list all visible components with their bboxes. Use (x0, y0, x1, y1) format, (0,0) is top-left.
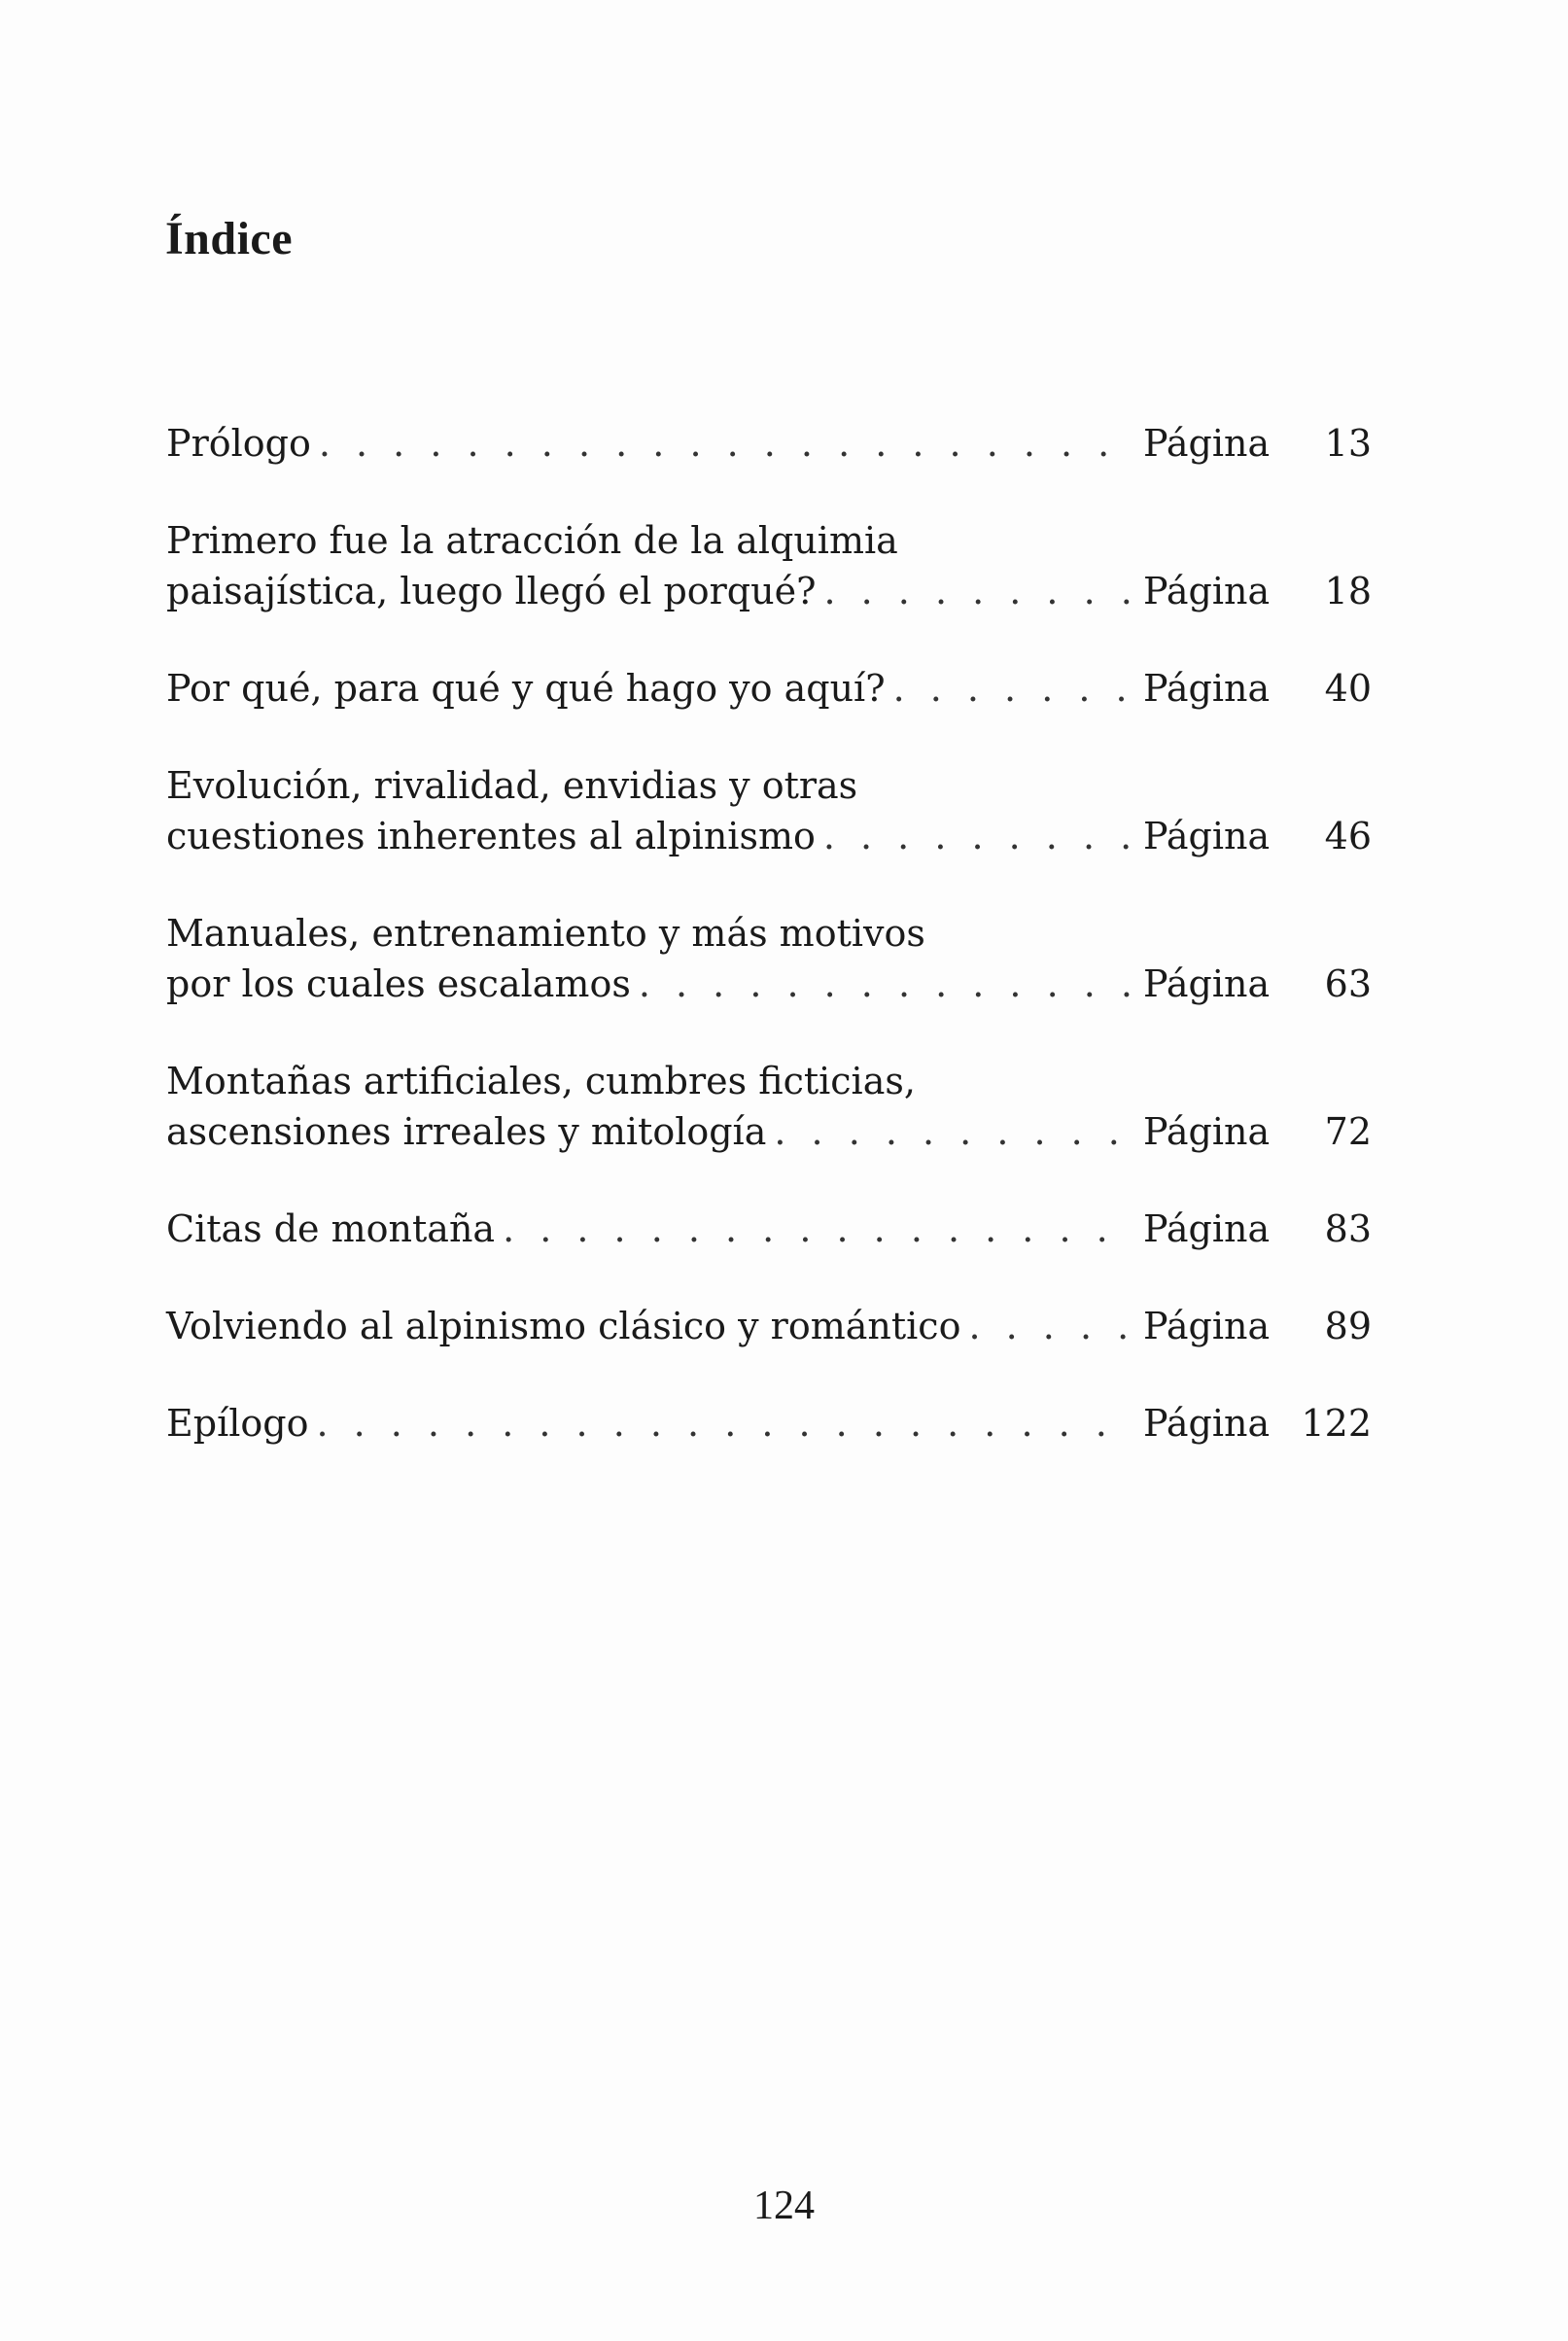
page-label: Página (1143, 1402, 1271, 1445)
toc-entry-manuales (166, 908, 1372, 1009)
dot-leader (968, 1301, 1133, 1351)
page-label: Página (1143, 570, 1271, 612)
toc-entry-page: 89 (1324, 1305, 1372, 1347)
toc-entry-title: Montañas artificiales, cumbres ficticias, (166, 1060, 916, 1102)
page-label: Página (1143, 962, 1271, 1005)
toc-entry-title: por los cuales escalamos (166, 962, 631, 1005)
toc-entry-title: paisajística, luego llegó el porqué? (166, 570, 817, 612)
dot-leader (823, 811, 1133, 861)
page-title: Índice (165, 213, 294, 264)
page-label: Página (1143, 667, 1271, 710)
dot-leader (319, 418, 1133, 469)
toc-entry-title: Volviendo al alpinismo clásico y romántico (166, 1305, 961, 1347)
toc-entry-page: 72 (1324, 1110, 1372, 1153)
toc-entry-montanas (166, 1056, 1372, 1157)
toc-entry-alquimia (166, 515, 1372, 616)
page-label: Página (1143, 815, 1271, 857)
page-label: Página (1143, 1110, 1271, 1153)
page-label: Página (1143, 1305, 1271, 1347)
toc-entry-title: Manuales, entrenamiento y más motivos (166, 912, 925, 955)
page-label: Página (1143, 1207, 1271, 1250)
toc-entry-title: ascensiones irreales y mitología (166, 1110, 767, 1153)
page-number: 124 (753, 2184, 815, 2228)
toc-entry-evolucion (166, 760, 1372, 861)
dot-leader (639, 959, 1133, 1009)
toc-entry-epilogo (166, 1398, 1372, 1449)
dot-leader (893, 663, 1133, 714)
toc-entry-title: cuestiones inherentes al alpinismo (166, 815, 816, 857)
toc-entry-prologo (166, 418, 1372, 469)
toc-entry-page: 40 (1324, 667, 1372, 710)
toc-entry-title: Prólogo (166, 422, 311, 465)
toc-entry-page: 83 (1324, 1207, 1372, 1250)
dot-leader (503, 1204, 1133, 1254)
toc-entry-title: Citas de montaña (166, 1207, 496, 1250)
toc-entry-page: 122 (1301, 1402, 1372, 1445)
toc-entry-title: Por qué, para qué y qué hago yo aquí? (166, 667, 886, 710)
dot-leader (316, 1398, 1133, 1449)
toc-entry-title: Primero fue la atracción de la alquimia (166, 519, 898, 562)
toc-entry-volviendo (166, 1301, 1372, 1351)
toc-entry-page: 13 (1324, 422, 1372, 465)
toc-entry-page: 63 (1324, 962, 1372, 1005)
dot-leader (774, 1106, 1133, 1157)
toc-entry-page: 18 (1324, 570, 1372, 612)
toc-entry-title: Evolución, rivalidad, envidias y otras (166, 764, 858, 807)
dot-leader (823, 566, 1133, 616)
toc-entry-por-que (166, 663, 1372, 714)
toc-entry-title: Epílogo (166, 1402, 309, 1445)
toc-entry-page: 46 (1324, 815, 1372, 857)
toc-entry-citas (166, 1204, 1372, 1254)
page-label: Página (1143, 422, 1271, 465)
table-of-contents (166, 418, 1372, 1495)
